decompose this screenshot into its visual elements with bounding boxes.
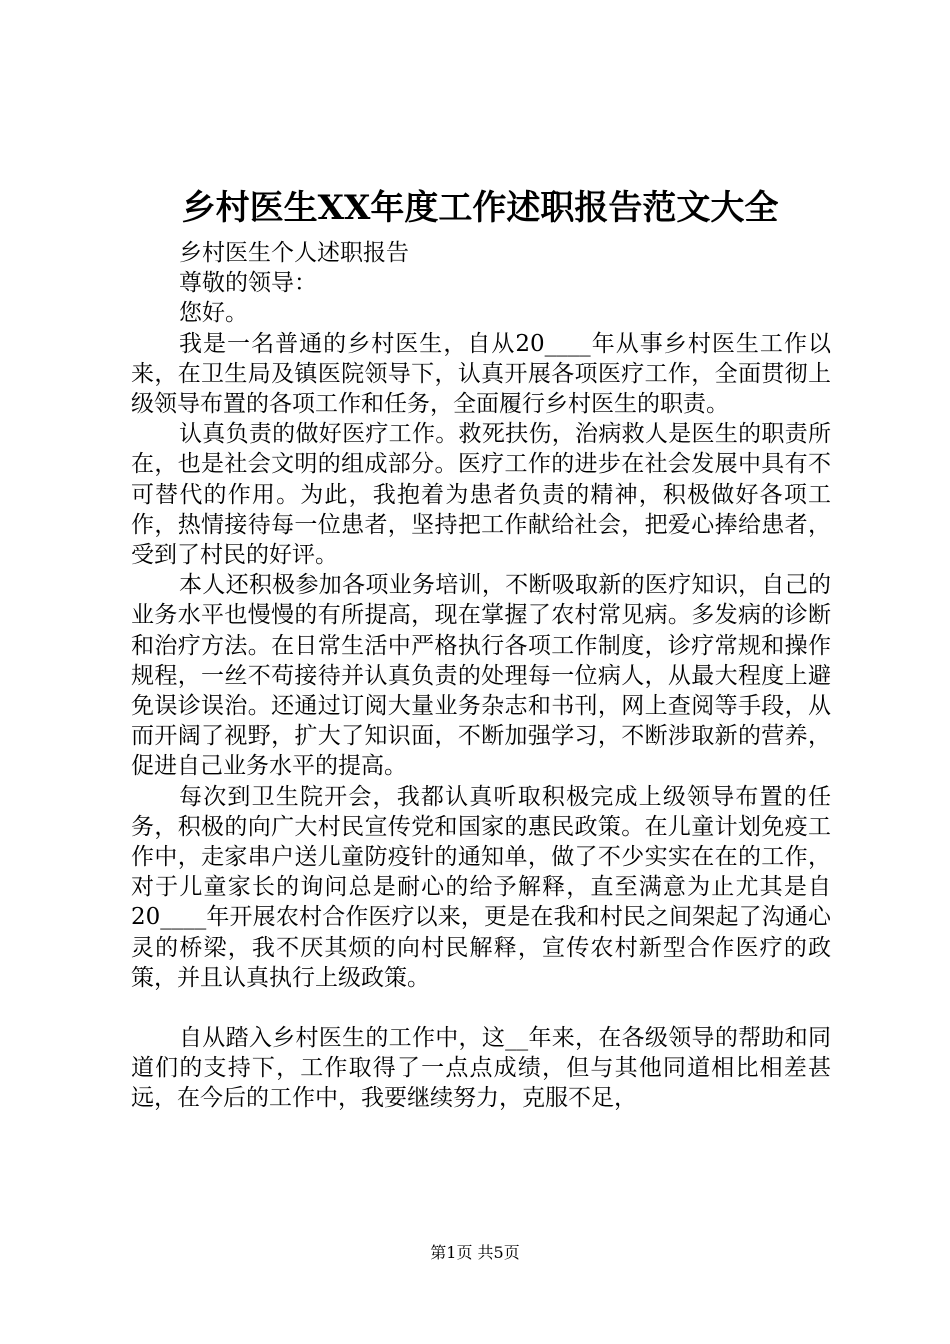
paragraph-meetings: 每次到卫生院开会，我都认真听取积极完成上级领导布置的任务，积极的向广大村民宣传党和国家的惠民政策。在儿童计划免疫工作中，走家串户送儿童防疫针的通知单，做了不少实实在在的工作，对于儿童家长的询问总是耐心的给予解释，直至满意为止尤其是自20____年开展农村合作医疗以来，更是在我和村民之间架起了沟通心灵的桥梁，我不厌其烦的向村民解释，宣传农村新型合作医疗的政策，并且认真执行上级政策。 [131,783,831,991]
paragraph-conclusion: 自从踏入乡村医生的工作中，这__年来，在各级领导的帮助和同道们的支持下，工作取得了一点点成绩，但与其他同道相比相差甚远，在今后的工作中，我要继续努力，克服不足， [131,1025,831,1112]
paragraph-intro: 我是一名普通的乡村医生，自从20____年从事乡村医生工作以来，在卫生局及镇医院领导下，认真开展各项医疗工作，全面贯彻上级领导布置的各项工作和任务，全面履行乡村医生的职责。 [131,330,831,418]
greeting: 您好。 [179,300,248,327]
salutation: 尊敬的领导： [179,270,317,297]
paragraph-training: 本人还积极参加各项业务培训，不断吸取新的医疗知识，自己的业务水平也慢慢的有所提高，现在掌握了农村常见病。多发病的诊断和治疗方法。在日常生活中严格执行各项工作制度，诊疗常规和操作规程，一丝不苟接待并认真负责的处理每一位病人，从最大程度上避免误诊误治。还通过订阅大量业务杂志和书刊，网上查阅等手段，从而开阔了视野，扩大了知识面，不断加强学习，不断涉取新的营养，促进自己业务水平的提高。 [131,572,831,780]
document-body [131,238,831,1114]
document-title: 乡村医生XX年度工作述职报告范文大全 [181,188,779,228]
paragraph-medical-work: 认真负责的做好医疗工作。救死扶伤，治病救人是医生的职责所在，也是社会文明的组成部分。医疗工作的进步在社会发展中具有不可替代的作用。为此，我抱着为患者负责的精神，积极做好各项工作，热情接待每一位患者，坚持把工作献给社会，把爱心捧给患者，受到了村民的好评。 [131,421,831,569]
document-subtitle: 乡村医生个人述职报告 [179,240,409,266]
page-footer: 第1页 共5页 [430,1243,520,1262]
